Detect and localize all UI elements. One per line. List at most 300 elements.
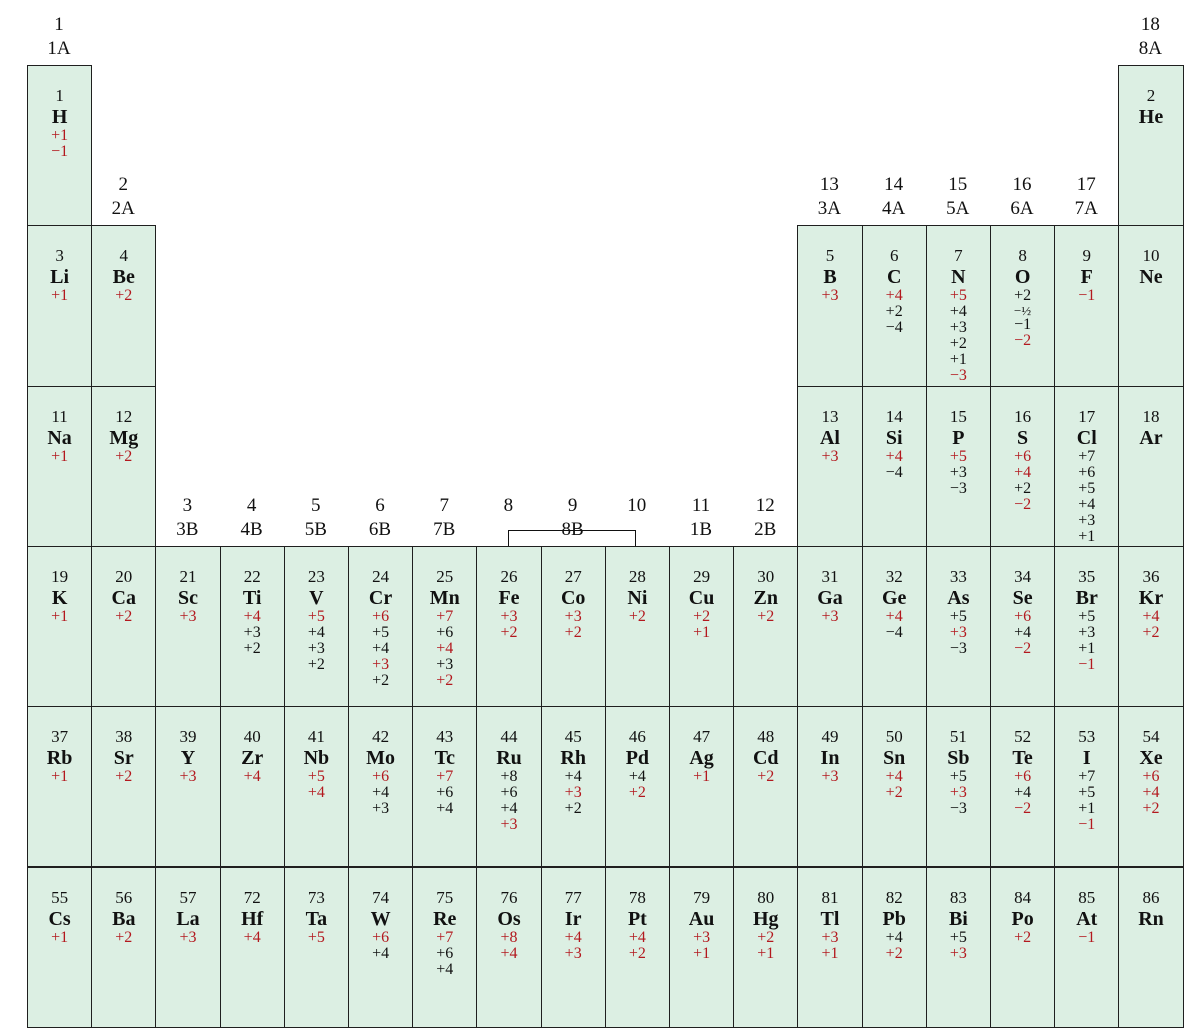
element-symbol: Os	[497, 907, 521, 930]
oxidation-state: +4	[885, 928, 903, 946]
element-cell-ag	[669, 706, 734, 867]
oxidation-states	[863, 288, 926, 336]
element-symbol: V	[309, 586, 324, 609]
element-symbol: P	[952, 426, 965, 449]
oxidation-state: +7	[1078, 447, 1096, 465]
atomic-number: 53	[1078, 727, 1096, 747]
oxidation-state: +1	[51, 928, 69, 946]
oxidation-states	[798, 930, 861, 962]
atomic-number: 1	[55, 86, 64, 105]
oxidation-states	[991, 449, 1054, 513]
element-symbol: Kr	[1138, 586, 1164, 609]
atomic-number: 44	[500, 727, 518, 747]
oxidation-state: +2	[757, 768, 775, 786]
oxidation-state: +3	[307, 639, 325, 657]
element-cell-cr	[348, 546, 413, 707]
element-symbol: N	[951, 266, 966, 289]
atomic-number: 33	[949, 566, 967, 586]
element-symbol: Ga	[817, 586, 843, 609]
atomic-number: 15	[949, 406, 967, 426]
oxidation-state: −1	[51, 143, 69, 160]
element-symbol: Ge	[881, 586, 907, 609]
oxidation-state: +4	[243, 928, 261, 946]
group-label: 4A	[881, 198, 906, 220]
element-cell-h	[27, 65, 92, 226]
element-symbol: Re	[433, 907, 457, 930]
atomic-number: 40	[243, 727, 261, 747]
element-cell-po	[990, 867, 1055, 1028]
atomic-number: 78	[628, 887, 646, 907]
atomic-number: 75	[436, 887, 454, 907]
group-header-6	[348, 494, 412, 542]
atomic-number: 86	[1142, 887, 1160, 907]
oxidation-states	[92, 449, 155, 465]
group-header-15	[926, 173, 990, 221]
element-cell-ge	[862, 546, 927, 707]
atomic-number: 48	[757, 727, 775, 747]
group-header-17	[1054, 173, 1118, 221]
oxidation-state: +6	[436, 784, 454, 802]
element-cell-mg	[91, 386, 156, 547]
oxidation-states	[285, 769, 348, 801]
oxidation-state: +1	[51, 607, 69, 625]
element-cell-bi	[926, 867, 991, 1028]
atomic-number: 21	[179, 566, 197, 586]
atomic-number: 51	[949, 727, 967, 747]
oxidation-states	[670, 769, 733, 785]
oxidation-states	[349, 930, 412, 962]
oxidation-state: +3	[693, 928, 711, 946]
oxidation-states	[606, 769, 669, 801]
oxidation-state: +5	[949, 768, 967, 786]
oxidation-state: +3	[821, 447, 839, 465]
group-label: 6B	[368, 518, 392, 540]
element-symbol: Li	[50, 266, 70, 289]
group-header-2	[91, 173, 155, 221]
atomic-number: 30	[757, 566, 775, 586]
oxidation-state: +3	[821, 928, 839, 946]
atomic-number: 57	[179, 887, 197, 907]
oxidation-states	[285, 609, 348, 673]
group-header-4	[220, 494, 284, 542]
oxidation-states	[349, 769, 412, 817]
group-header-13	[797, 173, 861, 221]
group-label: 1B	[689, 518, 713, 540]
oxidation-states	[927, 930, 990, 962]
oxidation-state: +5	[949, 607, 967, 625]
oxidation-state: +3	[821, 607, 839, 625]
oxidation-state: +4	[243, 768, 261, 786]
group-number: 12	[755, 494, 775, 516]
oxidation-state: +4	[372, 944, 390, 962]
element-cell-si	[862, 386, 927, 547]
element-cell-rb	[27, 706, 92, 867]
oxidation-state: +4	[628, 768, 646, 786]
oxidation-states	[1055, 288, 1118, 304]
atomic-number: 22	[243, 566, 261, 586]
element-symbol: F	[1080, 266, 1093, 289]
element-cell-p	[926, 386, 991, 547]
oxidation-state: +6	[1014, 768, 1032, 786]
element-cell-nb	[284, 706, 349, 867]
atomic-number: 56	[115, 887, 133, 907]
element-symbol: Pb	[882, 907, 906, 930]
oxidation-state: +3	[564, 607, 582, 625]
group-label: 2B	[754, 518, 777, 540]
oxidation-state: +4	[307, 784, 325, 802]
element-symbol: Sn	[883, 747, 906, 770]
atomic-number: 29	[693, 566, 711, 586]
element-symbol: Bi	[948, 907, 968, 930]
oxidation-state: −3	[949, 800, 967, 818]
oxidation-state: +3	[1078, 511, 1096, 529]
oxidation-state: +2	[885, 784, 903, 802]
element-symbol: Hf	[241, 907, 264, 930]
oxidation-state: +2	[1014, 479, 1032, 497]
element-cell-hf	[220, 867, 285, 1028]
oxidation-state: +2	[115, 768, 133, 786]
atomic-number: 34	[1014, 566, 1032, 586]
element-symbol: Se	[1012, 586, 1033, 609]
oxidation-states	[798, 609, 861, 625]
group-number: 1	[54, 14, 64, 35]
element-symbol: Zr	[241, 747, 264, 770]
oxidation-state: +3	[372, 800, 390, 818]
element-cell-rn	[1118, 867, 1183, 1028]
oxidation-state: +6	[436, 944, 454, 962]
element-cell-mn	[412, 546, 477, 707]
group-label: 1A	[47, 38, 71, 59]
group-header-16	[990, 173, 1054, 221]
group-number: 11	[691, 494, 711, 516]
oxidation-state: +3	[564, 784, 582, 802]
atomic-number: 3	[55, 246, 64, 266]
element-symbol: Pd	[625, 747, 650, 770]
element-symbol: Si	[885, 426, 903, 449]
element-symbol: Ne	[1139, 266, 1163, 289]
element-symbol: Be	[112, 266, 135, 289]
element-symbol: C	[886, 266, 902, 289]
atomic-number: 85	[1078, 887, 1096, 907]
oxidation-state: +4	[1014, 784, 1032, 802]
atomic-number: 52	[1014, 727, 1032, 747]
element-cell-tc	[412, 706, 477, 867]
atomic-number: 4	[119, 246, 129, 266]
atomic-number: 10	[1142, 246, 1160, 266]
oxidation-state: +6	[436, 623, 454, 641]
oxidation-states	[156, 930, 219, 946]
atomic-number: 16	[1014, 406, 1032, 426]
group-number: 17	[1076, 174, 1096, 196]
element-symbol: Nb	[303, 747, 330, 770]
oxidation-states	[927, 609, 990, 657]
group-number: 14	[884, 174, 904, 196]
oxidation-state: +3	[179, 928, 197, 946]
group-number: 3	[182, 494, 193, 516]
oxidation-state: +6	[1014, 447, 1032, 465]
oxidation-state: +5	[307, 928, 325, 946]
element-symbol: Cr	[368, 586, 393, 609]
oxidation-state: +6	[372, 928, 390, 946]
oxidation-state: +2	[1014, 287, 1032, 305]
oxidation-states	[606, 930, 669, 962]
oxidation-state: +3	[949, 623, 967, 641]
oxidation-state: +2	[372, 671, 390, 689]
oxidation-states	[28, 609, 91, 625]
atomic-number: 54	[1142, 727, 1160, 747]
oxidation-state: +5	[1078, 479, 1096, 497]
atomic-number: 83	[949, 887, 967, 907]
element-cell-mo	[348, 706, 413, 867]
element-cell-ir	[541, 867, 606, 1028]
oxidation-states	[92, 769, 155, 785]
oxidation-state: +2	[564, 800, 582, 818]
atomic-number: 39	[179, 727, 197, 747]
atomic-number: 31	[821, 566, 839, 586]
group-number: 2	[118, 174, 128, 196]
group-label: 3B	[176, 518, 199, 540]
oxidation-state: +3	[179, 768, 197, 786]
oxidation-states	[927, 288, 990, 384]
element-cell-cl	[1054, 386, 1119, 547]
oxidation-state: +4	[436, 800, 454, 818]
element-cell-al	[797, 386, 862, 547]
element-cell-ru	[476, 706, 541, 867]
oxidation-state: +2	[693, 607, 711, 625]
oxidation-state: +1	[821, 944, 839, 962]
oxidation-state: +3	[179, 607, 197, 625]
element-cell-ti	[220, 546, 285, 707]
oxidation-state: −4	[885, 463, 903, 481]
element-symbol: As	[947, 586, 970, 609]
element-symbol: Rb	[46, 747, 73, 770]
element-cell-w	[348, 867, 413, 1028]
group-label: 6A	[1010, 198, 1034, 220]
group-number: 5	[311, 494, 321, 516]
oxidation-state: +6	[500, 784, 518, 802]
oxidation-state: +7	[436, 607, 454, 625]
element-cell-pd	[605, 706, 670, 867]
oxidation-state: +1	[949, 351, 967, 369]
atomic-number: 2	[1146, 86, 1156, 105]
element-symbol: Ta	[305, 907, 328, 930]
atomic-number: 47	[693, 727, 711, 747]
oxidation-state: +1	[51, 127, 69, 144]
oxidation-state: +3	[949, 784, 967, 802]
oxidation-state: +1	[693, 944, 711, 962]
oxidation-states	[670, 930, 733, 962]
atomic-number: 81	[821, 887, 839, 907]
group-header-8	[476, 494, 540, 542]
oxidation-states	[28, 769, 91, 785]
atomic-number: 32	[885, 566, 903, 586]
element-symbol: S	[1017, 426, 1029, 449]
element-symbol: Au	[688, 907, 715, 930]
oxidation-states	[734, 609, 797, 625]
group-label: 3A	[817, 198, 841, 220]
group-number: 15	[948, 174, 968, 196]
oxidation-state: +3	[821, 768, 839, 786]
oxidation-state: +3	[821, 287, 839, 305]
oxidation-state: +4	[949, 303, 967, 321]
atomic-number: 27	[564, 566, 582, 586]
element-symbol: Cu	[688, 586, 715, 609]
oxidation-state: +4	[436, 639, 454, 657]
element-cell-pt	[605, 867, 670, 1028]
oxidation-state: +2	[885, 944, 903, 962]
oxidation-state: +6	[1078, 463, 1096, 481]
group-label: 4B	[240, 518, 263, 540]
oxidation-states	[927, 449, 990, 497]
element-symbol: Sb	[947, 747, 970, 770]
oxidation-state: +4	[372, 784, 390, 802]
oxidation-states	[413, 930, 476, 978]
oxidation-states	[92, 288, 155, 304]
oxidation-states	[28, 128, 91, 160]
oxidation-states	[1055, 769, 1118, 833]
oxidation-state: −½	[1014, 303, 1032, 319]
oxidation-state: +1	[757, 944, 775, 962]
element-cell-be	[91, 225, 156, 386]
element-symbol: K	[51, 586, 68, 609]
group-label: 5B	[304, 518, 327, 540]
element-symbol: Br	[1075, 586, 1098, 609]
group-header-10	[605, 494, 669, 542]
element-symbol: Te	[1012, 747, 1033, 770]
element-symbol: Rh	[560, 747, 586, 770]
oxidation-state: +4	[885, 607, 903, 625]
element-symbol: Ca	[111, 586, 136, 609]
element-cell-ba	[91, 867, 156, 1028]
atomic-number: 28	[628, 566, 646, 586]
oxidation-states	[542, 609, 605, 641]
element-cell-la	[155, 867, 220, 1028]
oxidation-state: +6	[372, 768, 390, 786]
oxidation-states	[477, 609, 540, 641]
oxidation-states	[413, 609, 476, 689]
atomic-number: 74	[372, 887, 390, 907]
oxidation-state: +2	[1014, 928, 1032, 946]
oxidation-state: +2	[628, 944, 646, 962]
group-number: 6	[375, 494, 385, 516]
element-cell-fe	[476, 546, 541, 707]
element-symbol: Tl	[820, 907, 840, 930]
oxidation-states	[221, 930, 284, 946]
element-cell-o	[990, 225, 1055, 386]
element-symbol: Co	[560, 586, 586, 609]
element-symbol: Al	[819, 426, 840, 449]
atomic-number: 35	[1078, 566, 1096, 586]
element-cell-kr	[1118, 546, 1183, 707]
element-cell-ca	[91, 546, 156, 707]
atomic-number: 73	[307, 887, 325, 907]
oxidation-state: +4	[1014, 623, 1032, 641]
oxidation-state: +1	[51, 768, 69, 786]
oxidation-state: +4	[564, 768, 582, 786]
oxidation-states	[670, 609, 733, 641]
oxidation-state: +8	[500, 768, 518, 786]
group-number: 10	[627, 494, 647, 516]
group-number: 4	[246, 494, 257, 516]
element-cell-ne	[1118, 225, 1183, 386]
oxidation-state: −1	[1078, 655, 1096, 673]
oxidation-state: +1	[51, 447, 69, 465]
oxidation-states	[221, 609, 284, 657]
group-header-18	[1118, 13, 1182, 61]
atomic-number: 76	[500, 887, 518, 907]
element-cell-pb	[862, 867, 927, 1028]
oxidation-state: +2	[1142, 623, 1160, 641]
group-label	[476, 518, 540, 542]
oxidation-states	[991, 609, 1054, 657]
element-cell-te	[990, 706, 1055, 867]
atomic-number: 20	[115, 566, 133, 586]
group-number: 8	[503, 494, 514, 516]
element-cell-at	[1054, 867, 1119, 1028]
oxidation-state: +4	[628, 928, 646, 946]
oxidation-state: +4	[885, 287, 903, 305]
group-header-11	[669, 494, 733, 542]
oxidation-states	[28, 449, 91, 465]
element-cell-ni	[605, 546, 670, 707]
group-label: 2A	[111, 198, 135, 220]
oxidation-state: −1	[1078, 287, 1096, 305]
oxidation-states	[156, 769, 219, 785]
oxidation-states	[798, 449, 861, 465]
oxidation-states	[542, 769, 605, 817]
oxidation-state: −2	[1014, 495, 1032, 513]
element-cell-v	[284, 546, 349, 707]
atomic-number: 55	[51, 887, 69, 907]
oxidation-state: +5	[372, 623, 390, 641]
atomic-number: 19	[51, 566, 69, 586]
oxidation-state: +1	[693, 623, 711, 641]
atomic-number: 37	[51, 727, 69, 747]
atomic-number: 24	[372, 566, 390, 586]
element-symbol: Ag	[689, 747, 714, 770]
oxidation-states	[606, 609, 669, 625]
element-cell-k	[27, 546, 92, 707]
element-symbol: Ba	[112, 907, 136, 930]
element-cell-sc	[155, 546, 220, 707]
atomic-number: 82	[885, 887, 903, 907]
element-symbol: Ti	[242, 586, 262, 609]
oxidation-states	[1055, 449, 1118, 561]
atomic-number: 49	[821, 727, 839, 747]
element-cell-he	[1118, 65, 1183, 226]
element-cell-ar	[1118, 386, 1183, 547]
oxidation-state: −2	[1014, 639, 1032, 657]
oxidation-states	[221, 769, 284, 785]
element-symbol: In	[820, 747, 840, 770]
atomic-number: 11	[51, 406, 68, 426]
element-cell-sn	[862, 706, 927, 867]
oxidation-state: −4	[885, 319, 903, 337]
oxidation-states	[991, 769, 1054, 817]
oxidation-states	[92, 930, 155, 946]
oxidation-states	[156, 609, 219, 625]
oxidation-state: +4	[307, 623, 325, 641]
group-label: 8B	[561, 518, 584, 540]
element-cell-ta	[284, 867, 349, 1028]
element-symbol: Sc	[177, 586, 198, 609]
oxidation-state: +6	[372, 607, 390, 625]
element-symbol: Po	[1011, 907, 1034, 930]
oxidation-state: +2	[307, 655, 325, 673]
element-cell-re	[412, 867, 477, 1028]
oxidation-state: +2	[115, 607, 133, 625]
element-cell-br	[1054, 546, 1119, 707]
